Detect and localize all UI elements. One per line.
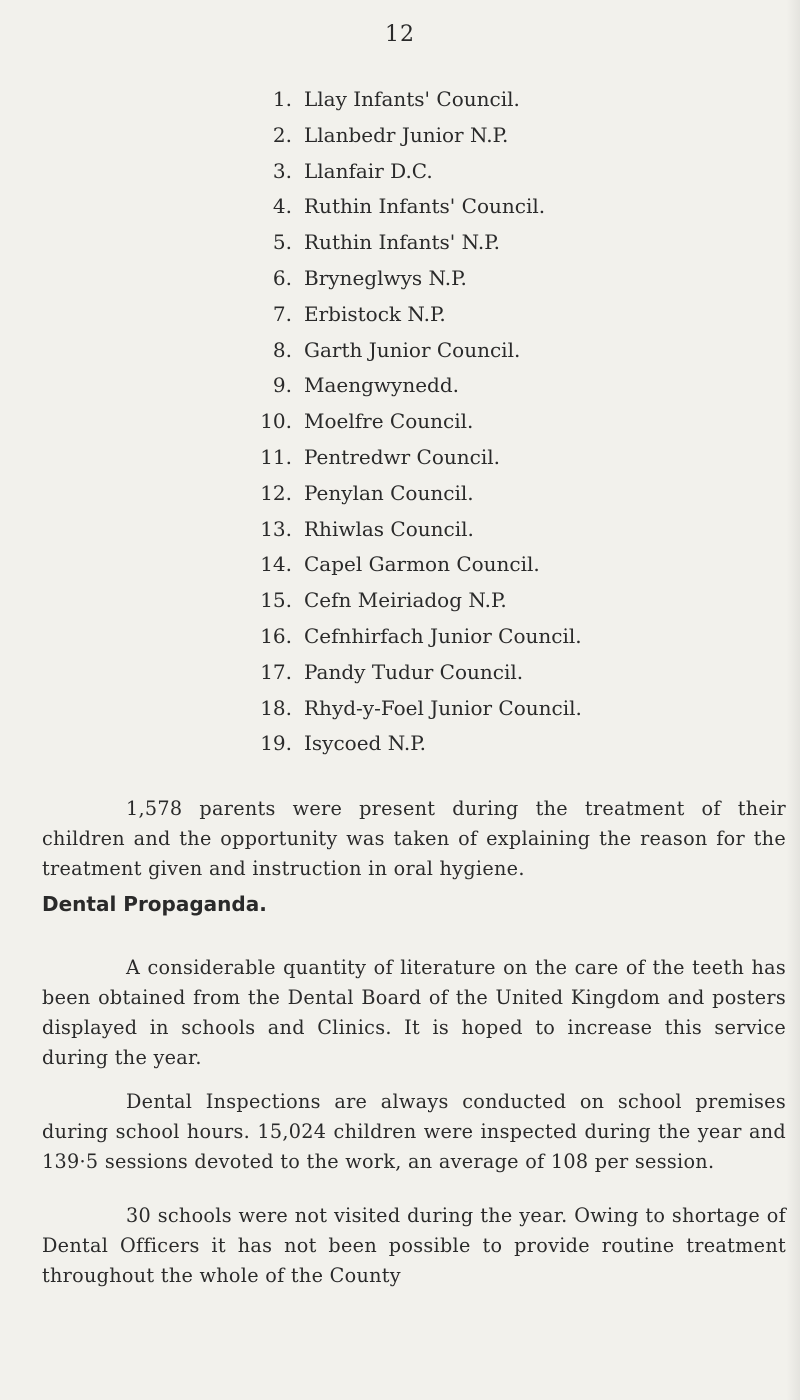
page-number: 12	[385, 22, 415, 47]
list-item	[0, 512, 800, 548]
list-item-name: Ruthin Infants' N.P.	[304, 230, 500, 255]
list-item-number: 4.	[272, 194, 292, 219]
list-item-name: Cefnhirfach Junior Council.	[304, 623, 582, 648]
list-item-name: Rhiwlas Council.	[304, 516, 474, 541]
list-item-name: Erbistock N.P.	[304, 301, 446, 326]
list-item-name: Ruthin Infants' Council.	[304, 194, 546, 219]
list-item-number: 17.	[260, 659, 292, 684]
list-item	[0, 118, 800, 154]
list-item-number: 13.	[260, 516, 292, 541]
page-edge-shadow	[786, 0, 800, 1400]
list-item-name: Cefn Meiriadog N.P.	[304, 588, 507, 613]
list-item	[0, 440, 800, 476]
schools-not-visited-paragraph: 30 schools were not visited during the year. Owing to shortage of Dental Officers it has not been possible to provide routine treatment throughout the whole of the County	[42, 1204, 786, 1287]
list-item-number: 19.	[260, 731, 292, 756]
list-item	[0, 333, 800, 369]
list-item-name: Moelfre Council.	[304, 409, 474, 434]
list-item	[0, 547, 800, 583]
literature-paragraph: A considerable quantity of literature on the care of the teeth has been obtained from the Dental Board of the United Kingdom and posters displayed in schools and Clinics. It is hoped to increase this service during the year.	[42, 956, 786, 1069]
list-item-name: Capel Garmon Council.	[304, 552, 540, 577]
list-item-name: Llay Infants' Council.	[304, 87, 520, 111]
list-item-number: 5.	[272, 230, 292, 255]
list-item-number: 11.	[260, 444, 292, 469]
list-item-name: Garth Junior Council.	[304, 337, 521, 362]
list-item-number: 2.	[272, 122, 292, 147]
list-item	[0, 691, 800, 727]
list-item	[0, 404, 800, 440]
inspections-paragraph: Dental Inspections are always conducted on school premises during school hours. 15,024 children were inspected during the year and 139·5 sessions devoted to the work, an average of 108 per session.	[42, 1090, 786, 1173]
list-item	[0, 154, 800, 190]
list-item-number: 9.	[272, 373, 292, 398]
list-item	[0, 189, 800, 225]
list-item	[0, 655, 800, 691]
list-item	[0, 726, 800, 762]
list-item	[0, 82, 800, 118]
list-item	[0, 225, 800, 261]
list-item-number: 1.	[272, 87, 292, 111]
parents-paragraph: 1,578 parents were present during the treatment of their children and the opportunity was taken of explaining the reason for the treatment given and instruction in oral hygiene.	[42, 797, 786, 880]
list-item	[0, 583, 800, 619]
list-item-number: 18.	[260, 695, 292, 720]
list-item-name: Isycoed N.P.	[304, 731, 427, 756]
list-item-number: 7.	[272, 301, 292, 326]
list-item-name: Pentredwr Council.	[304, 444, 501, 469]
list-item	[0, 619, 800, 655]
list-item-number: 12.	[260, 480, 292, 505]
list-item-number: 6.	[272, 265, 292, 290]
school-list	[0, 82, 800, 762]
list-item-name: Llanfair D.C.	[304, 158, 433, 183]
list-item	[0, 476, 800, 512]
list-item-name: Bryneglwys N.P.	[304, 265, 467, 290]
list-item-number: 10.	[260, 409, 292, 434]
list-item-name: Pandy Tudur Council.	[304, 659, 524, 684]
list-item-number: 16.	[260, 623, 292, 648]
section-heading-dental-propaganda: Dental Propaganda.	[42, 892, 267, 916]
list-item-number: 14.	[260, 552, 292, 577]
list-item	[0, 261, 800, 297]
list-item	[0, 297, 800, 333]
list-item-name: Penylan Council.	[304, 480, 474, 505]
list-item-number: 15.	[260, 588, 292, 613]
list-item-number: 8.	[272, 337, 292, 362]
list-item	[0, 368, 800, 404]
list-item-name: Rhyd-y-Foel Junior Council.	[304, 695, 582, 720]
list-item-name: Maengwynedd.	[304, 373, 460, 398]
list-item-number: 3.	[272, 158, 292, 183]
list-item-name: Llanbedr Junior N.P.	[304, 122, 509, 147]
